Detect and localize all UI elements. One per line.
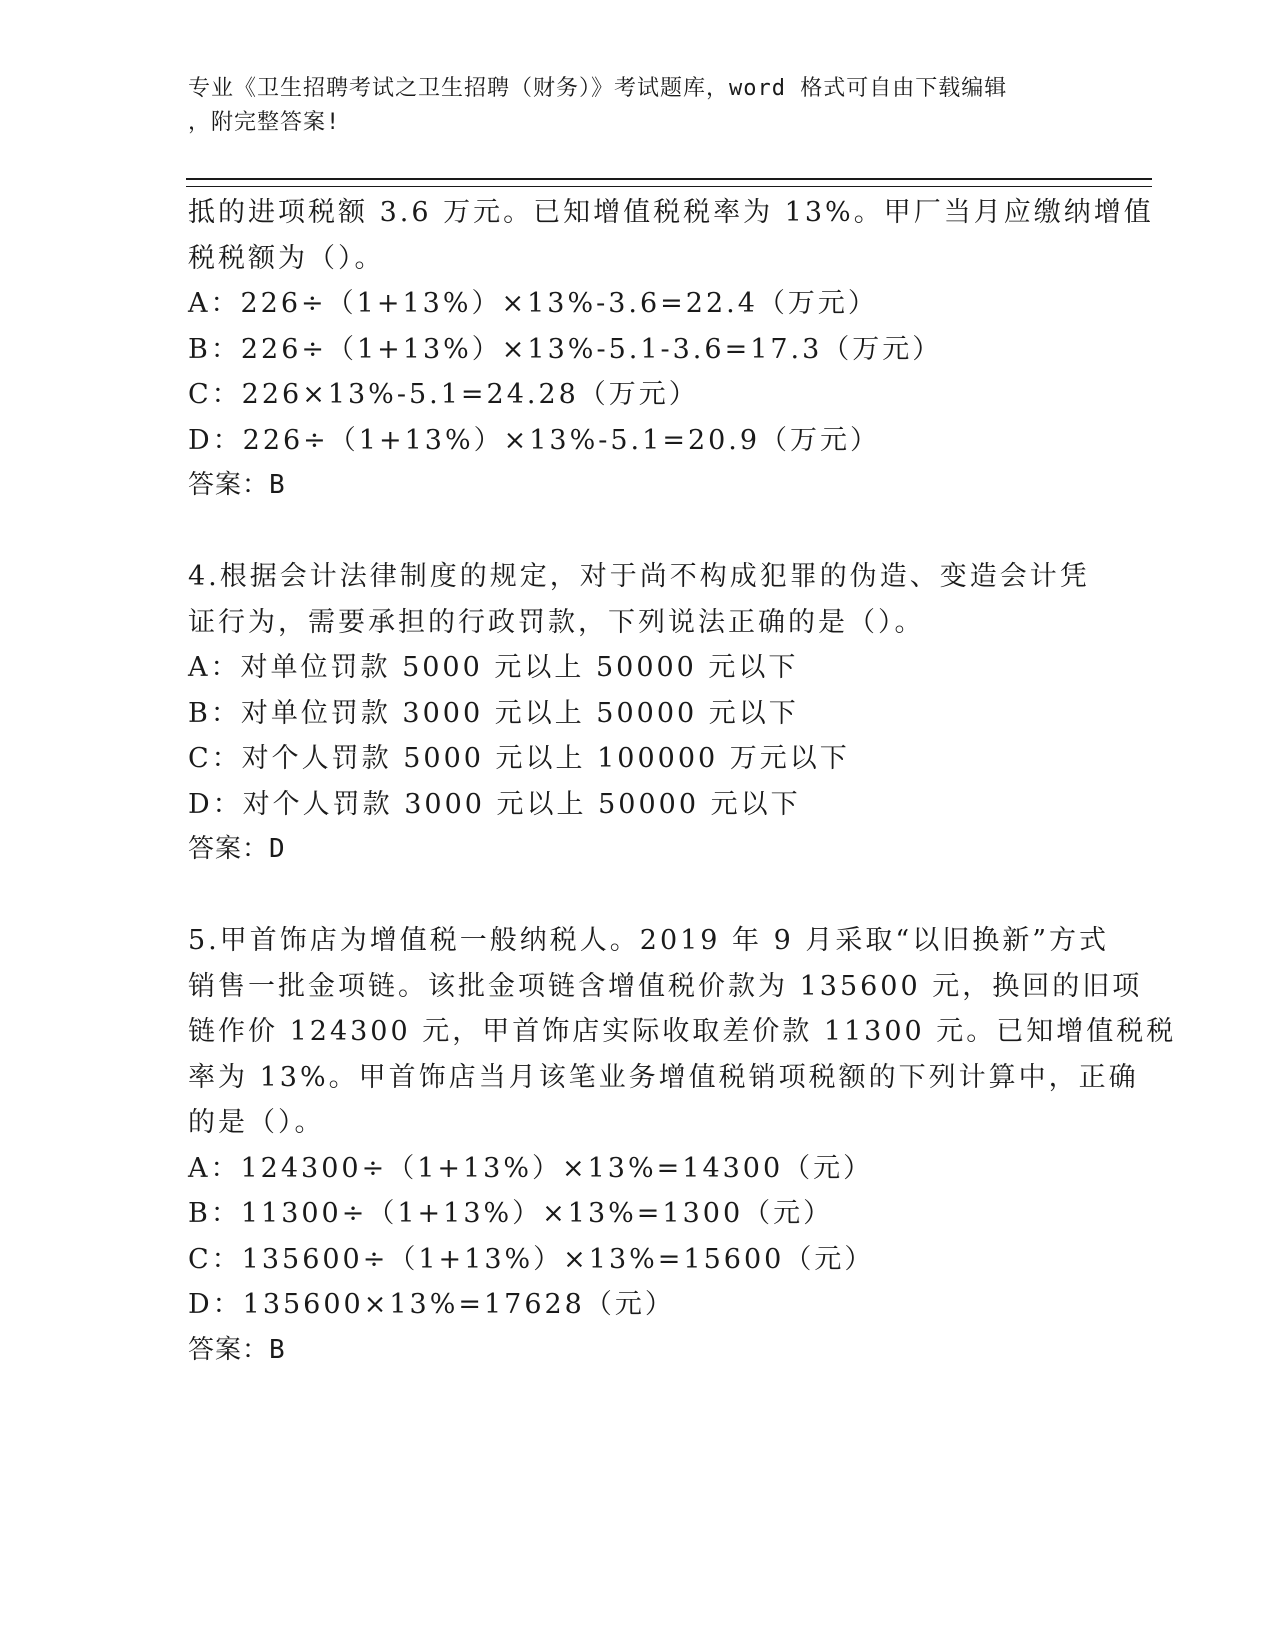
option-b: B：226÷（1+13%）×13%-5.1-3.6=17.3（万元） [188, 333, 943, 365]
question-stem-line: 链作价 124300 元，甲首饰店实际收取差价款 11300 元。已知增值税税 [188, 1016, 1177, 1047]
option-d: D：226÷（1+13%）×13%-5.1=20.9（万元） [188, 424, 881, 456]
answer-label: 答案：B [188, 470, 286, 500]
option-c: C：135600÷（1+13%）×13%=15600（元） [188, 1243, 875, 1275]
document-header [188, 72, 1068, 140]
option-d: D：对个人罚款 3000 元以上 50000 元以下 [188, 788, 801, 820]
header-line-2: ，附完整答案! [188, 110, 341, 135]
option-c: C：226×13%-5.1=24.28（万元） [188, 379, 699, 410]
option-b: B：11300÷（1+13%）×13%=1300（元） [188, 1198, 834, 1229]
question-3 [188, 190, 1154, 509]
header-divider [186, 178, 1152, 187]
question-stem-line: 5.甲首饰店为增值税一般纳税人。2019 年 9 月采取“以旧换新”方式 [188, 925, 1110, 956]
question-stem-line: 抵的进项税额 3.6 万元。已知增值税税率为 13%。甲厂当月应缴纳增值 [188, 197, 1154, 228]
option-b: B：对单位罚款 3000 元以上 50000 元以下 [188, 697, 799, 729]
option-d: D：135600×13%=17628（元） [188, 1289, 675, 1320]
question-stem-line: 4.根据会计法律制度的规定，对于尚不构成犯罪的伪造、变造会计凭 [188, 561, 1090, 592]
answer-label: 答案：D [188, 834, 286, 864]
option-a: A：124300÷（1+13%）×13%=14300（元） [188, 1152, 874, 1184]
option-a: A：226÷（1+13%）×13%-3.6=22.4（万元） [188, 288, 878, 319]
question-stem-line: 税税额为（）。 [188, 242, 385, 274]
question-4 [188, 554, 1088, 873]
option-a: A：对单位罚款 5000 元以上 50000 元以下 [188, 652, 799, 683]
question-stem-line: 的是（）。 [188, 1107, 325, 1138]
option-c: C：对个人罚款 5000 元以上 100000 万元以下 [188, 743, 850, 774]
question-5 [188, 918, 1177, 1373]
question-stem-line: 销售一批金项链。该批金项链含增值税价款为 135600 元，换回的旧项 [188, 970, 1143, 1002]
question-stem-line: 证行为，需要承担的行政罚款，下列说法正确的是（）。 [188, 606, 925, 638]
question-stem-line: 率为 13%。甲首饰店当月该笔业务增值税销项税额的下列计算中，正确 [188, 1061, 1139, 1093]
answer-label: 答案：B [188, 1334, 286, 1365]
header-line-1: 专业《卫生招聘考试之卫生招聘（财务）》考试题库，word 格式可自由下载编辑 [188, 76, 1008, 101]
spacer [188, 873, 1088, 919]
question-list [188, 190, 1177, 1373]
spacer [188, 509, 1088, 555]
